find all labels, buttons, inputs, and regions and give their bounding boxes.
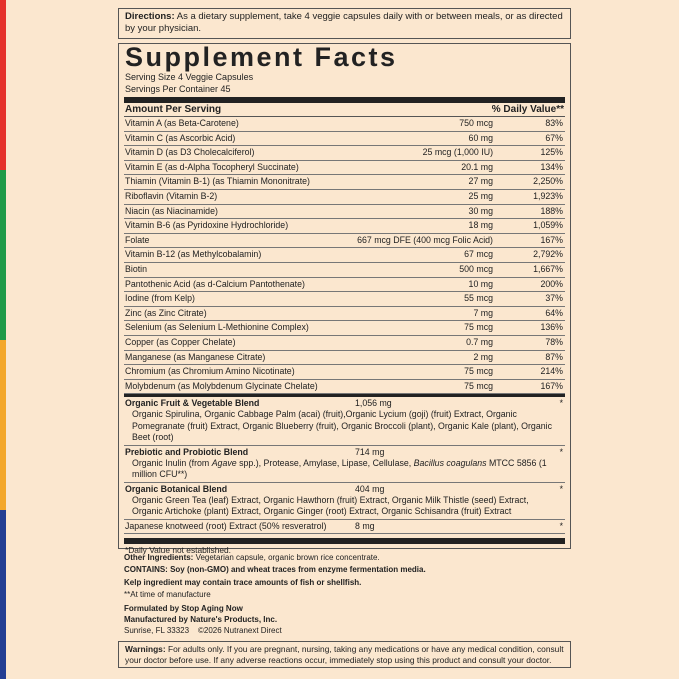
nutrient-dv: 67% — [545, 132, 563, 143]
warnings-box — [118, 641, 571, 668]
nutrient-dv: 200% — [540, 278, 563, 289]
formulated-by: Formulated by Stop Aging Now — [124, 604, 243, 613]
nutrient-amount: 500 mcg — [459, 263, 493, 274]
nutrient-name: Vitamin D (as D3 Cholecalciferol) — [125, 147, 255, 158]
daily-value-footnote: *Daily Value not established. — [125, 544, 231, 555]
nutrient-name: Vitamin E (as d-Alpha Tocopheryl Succinate) — [125, 161, 299, 172]
blend-amount: 714 mg — [355, 446, 385, 457]
nutrient-row — [124, 146, 565, 161]
facts-title: Supplement Facts — [125, 42, 398, 72]
knotweed-row — [124, 520, 565, 534]
nutrient-dv: 2,792% — [533, 249, 563, 260]
nutrient-name: Chromium (as Chromium Amino Nicotinate) — [125, 366, 295, 377]
nutrient-name: Iodine (from Kelp) — [125, 293, 195, 304]
nutrient-dv: 87% — [545, 351, 563, 362]
other-ingredients — [124, 552, 569, 564]
blend-ingredients: Organic Spirulina, Organic Cabbage Palm (acai) (fruit),Organic Lycium (goji) (fruit) Extract, Organic Pomegranate (fruit) Extract, Organic Blueberry (fruit), Organic Broccoli (plant), Organic Kale (plant), Organic Beet (root) — [132, 409, 552, 443]
nutrient-amount: 750 mcg — [459, 118, 493, 128]
nutrient-amount: 67 mcg — [464, 249, 493, 260]
facts-header — [124, 103, 565, 117]
nutrient-dv: 134% — [540, 161, 563, 172]
nutrient-dv: 136% — [540, 322, 563, 333]
nutrient-dv: 188% — [540, 205, 563, 216]
nutrient-dv: 214% — [540, 366, 563, 377]
nutrient-row — [124, 321, 565, 336]
nutrient-name: Biotin — [125, 263, 148, 274]
nutrient-name: Niacin (as Niacinamide) — [125, 205, 218, 216]
nutrient-dv: 2,250% — [533, 176, 563, 187]
nutrient-dv: 1,059% — [533, 220, 563, 231]
nutrient-amount: 75 mcg — [464, 366, 493, 377]
other-ingredients-text: Vegetarian capsule, organic brown rice concentrate. — [193, 553, 380, 562]
nutrient-amount: 60 mg — [468, 132, 493, 143]
nutrient-name: Vitamin B-12 (as Methylcobalamin) — [125, 249, 262, 260]
nutrient-name: Vitamin B-6 (as Pyridoxine Hydrochloride) — [125, 220, 289, 231]
nutrient-row — [124, 307, 565, 322]
blend-name: Prebiotic and Probiotic Blend — [125, 446, 249, 457]
nutrient-dv: 167% — [540, 380, 563, 391]
nutrient-row — [124, 336, 565, 351]
nutrient-name: Molybdenum (as Molybdenum Glycinate Chelate) — [125, 380, 318, 391]
kelp-statement: Kelp ingredient may contain trace amounts of fish or shellfish. — [124, 578, 362, 587]
manufacture-note: **At time of manufacture — [124, 590, 211, 599]
nutrient-amount: 2 mg — [473, 351, 493, 362]
nutrient-row — [124, 234, 565, 249]
color-stripe-red — [0, 0, 6, 170]
color-stripe-green — [0, 170, 6, 340]
warnings-label: Warnings: — [125, 644, 166, 654]
nutrient-row — [124, 292, 565, 307]
nutrient-name: Thiamin (Vitamin B-1) (as Thiamin Mononitrate) — [125, 176, 310, 187]
directions-label: Directions: — [125, 11, 175, 22]
nutrient-row — [124, 263, 565, 278]
blend-amount: 404 mg — [355, 483, 385, 494]
nutrient-amount: 25 mg — [468, 190, 493, 201]
nutrient-dv: 83% — [545, 118, 563, 128]
ingredient-dv: * — [559, 520, 563, 531]
nutrient-row — [124, 161, 565, 176]
nutrient-amount: 27 mg — [468, 176, 493, 187]
nutrient-row — [124, 205, 565, 220]
nutrient-amount: 20.1 mg — [461, 161, 493, 172]
nutrient-amount: 75 mcg — [464, 380, 493, 391]
blend-botanical — [124, 483, 565, 520]
nutrient-amount: 7 mg — [473, 307, 493, 318]
blend-name: Organic Botanical Blend — [125, 483, 228, 494]
nutrient-dv: 37% — [545, 293, 563, 304]
nutrient-name: Manganese (as Manganese Citrate) — [125, 351, 266, 362]
nutrient-name: Pantothenic Acid (as d-Calcium Pantothenate) — [125, 278, 305, 289]
nutrient-amount: 0.7 mg — [466, 336, 493, 347]
nutrient-row — [124, 190, 565, 205]
nutrient-name: Riboflavin (Vitamin B-2) — [125, 190, 218, 201]
nutrient-dv: 167% — [540, 234, 563, 245]
color-stripe-orange — [0, 340, 6, 510]
nutrient-amount: 30 mg — [468, 205, 493, 216]
ingredient-name: Japanese knotweed (root) Extract (50% resveratrol) — [125, 520, 327, 531]
nutrient-amount: 25 mcg (1,000 IU) — [422, 147, 493, 158]
nutrient-name: Selenium (as Selenium L-Methionine Complex) — [125, 322, 309, 333]
nutrient-amount: 667 mcg DFE (400 mcg Folic Acid) — [357, 234, 493, 245]
nutrient-row — [124, 175, 565, 190]
nutrient-name: Zinc (as Zinc Citrate) — [125, 307, 207, 318]
blend-amount: 1,056 mg — [355, 398, 392, 409]
blend-ingredients: Organic Inulin (from Agave spp.), Protease, Amylase, Lipase, Cellulase, Bacillus coagulans MTCC 5856 (1 million CFU**) — [132, 457, 547, 480]
contains-statement: CONTAINS: Soy (non-GMO) and wheat traces from enzyme fermentation media. — [124, 565, 426, 574]
blend-dv: * — [559, 398, 563, 409]
header-amount: Amount Per Serving — [125, 104, 222, 115]
blend-dv: * — [559, 483, 563, 494]
blend-prebiotic-probiotic — [124, 446, 565, 483]
nutrient-dv: 64% — [545, 307, 563, 318]
directions-box — [118, 8, 571, 39]
address-copyright: Sunrise, FL 33323 ©2026 Nutranext Direct — [124, 626, 282, 635]
blend-dv: * — [559, 446, 563, 457]
manufactured-by: Manufactured by Nature's Products, Inc. — [124, 615, 278, 624]
nutrient-row — [124, 351, 565, 366]
blend-name: Organic Fruit & Vegetable Blend — [125, 398, 260, 409]
nutrient-dv: 1,667% — [533, 263, 563, 274]
header-daily-value: % Daily Value** — [491, 104, 564, 115]
supplement-facts-panel — [118, 42, 571, 555]
blend-ingredients: Organic Green Tea (leaf) Extract, Organic Hawthorn (fruit) Extract, Organic Milk Thistle (seed) Extract, Organic Artichoke (plant) Extract, Organic Ginger (root) Extract, Organic Schisandra (fruit) Extract — [132, 494, 529, 517]
nutrient-dv: 125% — [540, 147, 563, 158]
nutrient-amount: 75 mcg — [464, 322, 493, 333]
nutrient-row — [124, 380, 565, 395]
nutrient-name: Copper (as Copper Chelate) — [125, 336, 236, 347]
nutrient-name: Vitamin C (as Ascorbic Acid) — [125, 132, 236, 143]
servings-per-container: Servings Per Container 45 — [125, 84, 231, 94]
nutrient-name: Folate — [125, 234, 150, 245]
color-stripe-blue — [0, 510, 6, 679]
nutrient-dv: 1,923% — [533, 190, 563, 201]
blend-fruit-vegetable — [124, 397, 565, 446]
nutrient-row — [124, 132, 565, 147]
nutrient-dv: 78% — [545, 336, 563, 347]
warnings-text: For adults only. If you are pregnant, nursing, taking any medications or have any medical condition, consult your doctor before use. If any adverse reactions occur, immediately stop using this product and consult your doctor. — [125, 644, 564, 665]
nutrient-row — [124, 365, 565, 380]
nutrient-amount: 18 mg — [468, 220, 493, 231]
serving-size: Serving Size 4 Veggie Capsules — [125, 72, 254, 82]
nutrient-name: Vitamin A (as Beta-Carotene) — [125, 118, 239, 128]
nutrient-row — [124, 278, 565, 293]
nutrient-row — [124, 219, 565, 234]
directions-text: As a dietary supplement, take 4 veggie capsules daily with or between meals, or as directed by your physician. — [125, 11, 563, 34]
nutrient-row — [124, 117, 565, 132]
nutrient-amount: 55 mcg — [464, 293, 493, 304]
ingredient-amount: 8 mg — [355, 520, 375, 531]
nutrient-amount: 10 mg — [468, 278, 493, 289]
nutrient-row — [124, 248, 565, 263]
nutrient-list — [124, 117, 565, 394]
other-ingredients-label: Other Ingredients: — [124, 553, 194, 562]
